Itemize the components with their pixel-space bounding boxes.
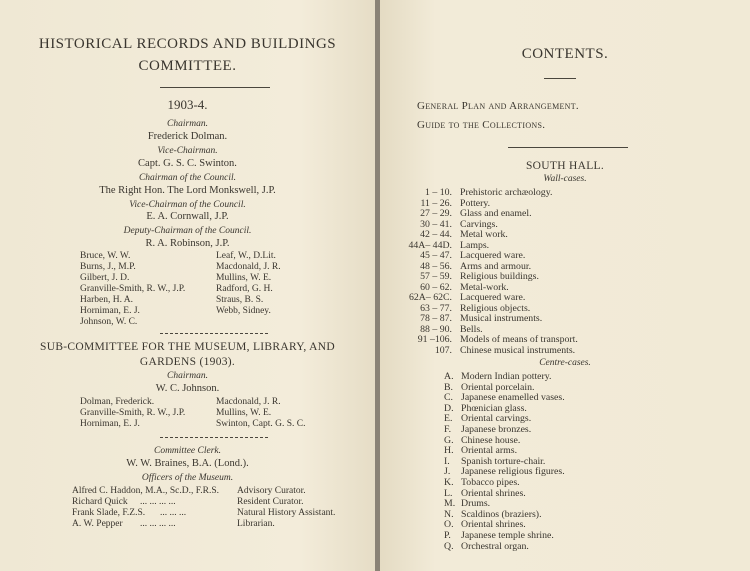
officer-name: A. W. Pepper (72, 519, 123, 529)
case-number: 11 – 26. (420, 197, 452, 209)
case-desc: Tobacco pipes. (461, 477, 520, 488)
case-number: 30 – 41. (420, 218, 452, 230)
case-desc: Models of means of transport. (460, 334, 578, 345)
case-desc: Phœnician glass. (461, 402, 527, 414)
contents-rule (544, 78, 576, 79)
case-number: 107. (434, 344, 452, 356)
case-letter: F. (444, 424, 452, 435)
member-name: Webb, Sidney. (216, 306, 271, 316)
committee-title-line1: HISTORICAL RECORDS AND BUILDINGS (38, 36, 337, 52)
member-name: Gilbert, J. D. (80, 273, 130, 283)
case-letter: J. (444, 466, 451, 478)
contents-title: CONTENTS. (521, 46, 609, 62)
hall-rule (508, 147, 628, 148)
contents-item: General Plan and Arrangement. (417, 100, 579, 112)
sub-member-name: Granville-Smith, R. W., J.P. (80, 408, 186, 418)
officer-role: Advisory Curator. (237, 486, 306, 496)
clerk-name: W. W. Braines, B.A. (Lond.). (126, 458, 249, 469)
year: 1903-4. (167, 97, 208, 112)
case-desc: Glass and enamel. (460, 208, 532, 219)
member-name: Johnson, W. C. (80, 317, 138, 327)
case-letter: E. (444, 413, 453, 425)
case-desc: Lacquered ware. (460, 250, 526, 261)
deputy-chairman-name: R. A. Robinson, J.P. (145, 238, 230, 249)
case-desc: Orchestral organ. (461, 540, 529, 552)
case-letter: P. (444, 530, 451, 541)
case-letter: G. (444, 434, 454, 446)
member-name: Granville-Smith, R. W., J.P. (80, 284, 186, 294)
case-desc: Pottery. (460, 197, 491, 209)
vice-chairman-name: Capt. G. S. C. Swinton. (138, 158, 237, 169)
officer-name: Alfred C. Haddon, M.A., Sc.D., F.R.S. (72, 486, 220, 496)
case-desc: Oriental shrines. (461, 519, 526, 531)
chairman-name: Frederick Dolman. (147, 131, 228, 142)
case-desc: Lamps. (460, 239, 490, 251)
case-desc: Religious buildings. (460, 271, 539, 282)
member-name: Harben, H. A. (80, 295, 134, 305)
case-desc: Oriental porcelain. (461, 381, 535, 393)
case-number: 91 –106. (417, 334, 452, 345)
case-letter: B. (444, 381, 453, 393)
centre-cases-label: Centre-cases. (539, 358, 591, 368)
case-desc: Religious objects. (460, 302, 531, 314)
case-number: 57 – 59. (420, 271, 452, 282)
sub-member-name: Horniman, E. J. (80, 419, 140, 429)
committee-title-line2: COMMITTEE. (138, 58, 237, 74)
case-desc: Scaldinos (braziers). (461, 508, 542, 520)
member-name: Straus, B. S. (216, 295, 264, 305)
member-name: Horniman, E. J. (80, 306, 140, 316)
officer-name: Richard Quick (72, 497, 128, 507)
sub-member-name: Dolman, Frederick. (80, 397, 155, 407)
case-number: 45 – 47. (420, 250, 452, 261)
case-letter: H. (444, 445, 454, 457)
contents-item: Guide to the Collections. (417, 119, 546, 131)
subcommittee-title-line1: SUB-COMMITTEE FOR THE MUSEUM, LIBRARY, AND (40, 341, 335, 353)
case-desc: Oriental arms. (461, 445, 518, 457)
wall-cases-label: Wall-cases. (543, 174, 587, 184)
case-desc: Bells. (460, 323, 483, 335)
case-desc: Oriental shrines. (461, 487, 526, 499)
council-chairman-label: Chairman of the Council. (138, 173, 237, 183)
case-number: 60 – 62. (420, 281, 452, 293)
hall-title: SOUTH HALL. (525, 160, 605, 172)
sub-member-name: Mullins, W. E. (216, 408, 272, 418)
case-letter: M. (444, 498, 456, 510)
officer-role: Resident Curator. (237, 497, 304, 507)
member-name: Macdonald, J. R. (216, 262, 281, 272)
case-desc: Drums. (461, 498, 491, 510)
case-desc: Japanese religious figures. (461, 466, 565, 478)
case-letter: N. (444, 508, 454, 520)
case-desc: Metal-work. (460, 281, 509, 293)
member-name: Radford, G. H. (216, 284, 273, 294)
case-letter: I. (444, 455, 450, 467)
chairman-label: Chairman. (167, 119, 208, 129)
subcommittee-chairman-name: W. C. Johnson. (155, 383, 220, 394)
case-letter: O. (444, 519, 454, 531)
case-desc: Spanish torture-chair. (461, 455, 546, 467)
officers-label: Officers of the Museum. (141, 473, 234, 483)
case-letter: A. (444, 371, 454, 382)
council-vice-name: E. A. Cornwall, J.P. (146, 211, 229, 222)
council-vice-label: Vice-Chairman of the Council. (129, 200, 246, 210)
leader-dots: ... ... ... ... (140, 497, 176, 507)
leader-dots: ... ... ... (160, 508, 187, 518)
member-name: Bruce, W. W. (80, 251, 131, 261)
case-number: 42 – 44. (420, 229, 452, 240)
case-desc: Lacquered ware. (460, 292, 526, 303)
member-name: Burns, J., M.P. (80, 262, 136, 272)
case-desc: Japanese temple shrine. (461, 530, 554, 541)
member-name: Mullins, W. E. (216, 273, 272, 283)
case-desc: Chinese house. (461, 434, 521, 446)
case-number: 78 – 87. (420, 313, 452, 324)
case-number: 44A– 44D. (408, 239, 452, 251)
case-number: 62A– 62C. (408, 292, 452, 303)
case-number: 48 – 56. (420, 260, 452, 272)
case-desc: Japanese bronzes. (461, 424, 532, 435)
member-name: Leaf, W., D.Lit. (216, 251, 276, 261)
case-desc: Metal work. (460, 229, 508, 240)
officer-role: Natural History Assistant. (237, 508, 336, 518)
case-number: 27 – 29. (420, 208, 452, 219)
case-number: 1 – 10. (425, 187, 452, 198)
case-number: 88 – 90. (420, 323, 452, 335)
case-desc: Arms and armour. (460, 260, 532, 272)
case-letter: K. (444, 477, 454, 488)
case-desc: Chinese musical instruments. (460, 344, 576, 356)
vice-chairman-label: Vice-Chairman. (157, 146, 218, 156)
subcommittee-chairman-label: Chairman. (167, 371, 208, 381)
case-desc: Musical instruments. (460, 313, 543, 324)
title-rule (160, 87, 270, 88)
council-chairman-name: The Right Hon. The Lord Monkswell, J.P. (99, 185, 276, 196)
deputy-chairman-label: Deputy-Chairman of the Council. (123, 226, 252, 236)
case-desc: Japanese enamelled vases. (461, 392, 565, 404)
case-letter: D. (444, 402, 454, 414)
subcommittee-title-line2: GARDENS (1903). (139, 356, 236, 368)
case-letter: C. (444, 392, 453, 404)
section-rule (160, 437, 270, 438)
case-desc: Carvings. (460, 218, 498, 230)
leader-dots: ... ... ... ... (140, 519, 176, 529)
case-desc: Modern Indian pottery. (461, 371, 552, 382)
officer-name: Frank Slade, F.Z.S. (72, 508, 146, 518)
case-number: 63 – 77. (420, 302, 452, 314)
case-desc: Oriental carvings. (461, 413, 532, 425)
officer-role: Librarian. (237, 519, 275, 529)
clerk-label: Committee Clerk. (153, 446, 221, 456)
sub-member-name: Macdonald, J. R. (216, 397, 281, 407)
section-rule (160, 333, 270, 334)
right-page (380, 0, 750, 571)
sub-member-name: Swinton, Capt. G. S. C. (216, 419, 306, 429)
case-letter: L. (444, 487, 453, 499)
case-desc: Prehistoric archæology. (460, 187, 553, 198)
case-letter: Q. (444, 540, 454, 552)
